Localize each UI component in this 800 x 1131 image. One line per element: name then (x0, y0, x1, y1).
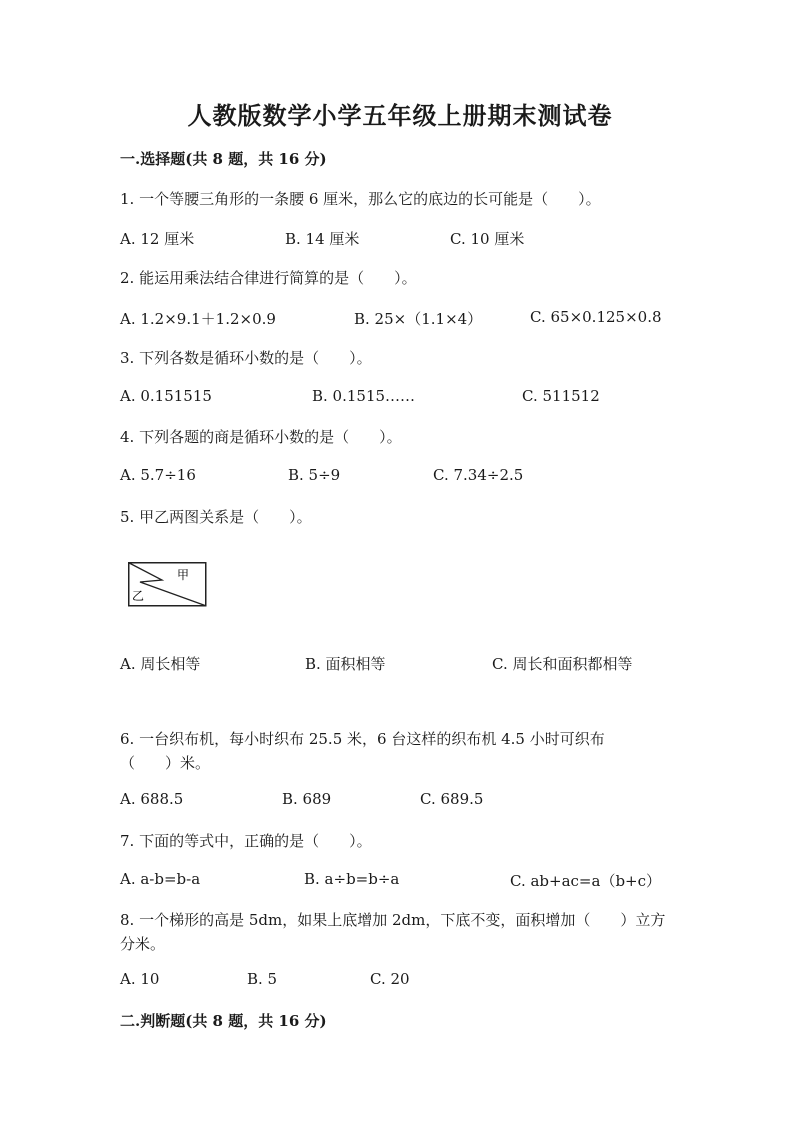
q2-option-c: C. 65×0.125×0.8 (530, 308, 662, 326)
question-2: 2. 能运用乘法结合律进行简算的是（ ）。 (120, 269, 417, 287)
figure-label-yi: 乙 (132, 589, 145, 603)
q1-option-c: C. 10 厘米 (450, 230, 525, 248)
question-7: 7. 下面的等式中，正确的是（ ）。 (120, 832, 372, 850)
q1-option-b: B. 14 厘米 (285, 230, 360, 248)
q4-option-c: C. 7.34÷2.5 (433, 466, 524, 484)
question-3: 3. 下列各数是循环小数的是（ ）。 (120, 349, 372, 367)
q3-option-a: A. 0.151515 (120, 387, 212, 405)
q8-option-a: A. 10 (120, 970, 160, 988)
q4-option-b: B. 5÷9 (288, 466, 341, 484)
q2-option-b: B. 25×（1.1×4） (354, 310, 483, 328)
q5-option-c: C. 周长和面积都相等 (492, 655, 633, 673)
q8-option-b: B. 5 (247, 970, 278, 988)
rectangle-figure (128, 562, 208, 608)
page-title: 人教版数学小学五年级上册期末测试卷 (187, 101, 613, 130)
q4-option-a: A. 5.7÷16 (120, 466, 196, 484)
q3-option-c: C. 511512 (522, 387, 600, 405)
section-heading-choice: 一.选择题(共 8 题，共 16 分) (120, 150, 327, 168)
q7-option-c: C. ab+ac=a（b+c） (510, 872, 662, 890)
figure-label-jia: 甲 (177, 568, 190, 582)
section-heading-judgment: 二.判断题(共 8 题，共 16 分) (120, 1012, 327, 1030)
q6-option-a: A. 688.5 (120, 790, 184, 808)
q6-option-c: C. 689.5 (420, 790, 484, 808)
q7-option-a: A. a-b=b-a (120, 870, 201, 888)
q5-option-b: B. 面积相等 (305, 655, 386, 673)
q1-option-a: A. 12 厘米 (120, 230, 195, 248)
question-8: 8. 一个梯形的高是 5dm，如果上底增加 2dm，下底不变，面积增加（ ）立方分米。 (120, 911, 666, 953)
question-1: 1. 一个等腰三角形的一条腰 6 厘米，那么它的底边的长可能是（ ）。 (120, 190, 601, 208)
q3-option-b: B. 0.1515…… (312, 387, 416, 405)
q5-option-a: A. 周长相等 (120, 655, 201, 673)
q6-option-b: B. 689 (282, 790, 332, 808)
question-6: 6. 一台织布机，每小时织布 25.5 米，6 台这样的织布机 4.5 小时可织布（ ）米。 (120, 730, 605, 772)
question-5: 5. 甲乙两图关系是（ ）。 (120, 508, 312, 526)
q7-option-b: B. a÷b=b÷a (304, 870, 400, 888)
q8-option-c: C. 20 (370, 970, 410, 988)
question-4: 4. 下列各题的商是循环小数的是（ ）。 (120, 428, 402, 446)
q2-option-a: A. 1.2×9.1＋1.2×0.9 (120, 310, 276, 328)
